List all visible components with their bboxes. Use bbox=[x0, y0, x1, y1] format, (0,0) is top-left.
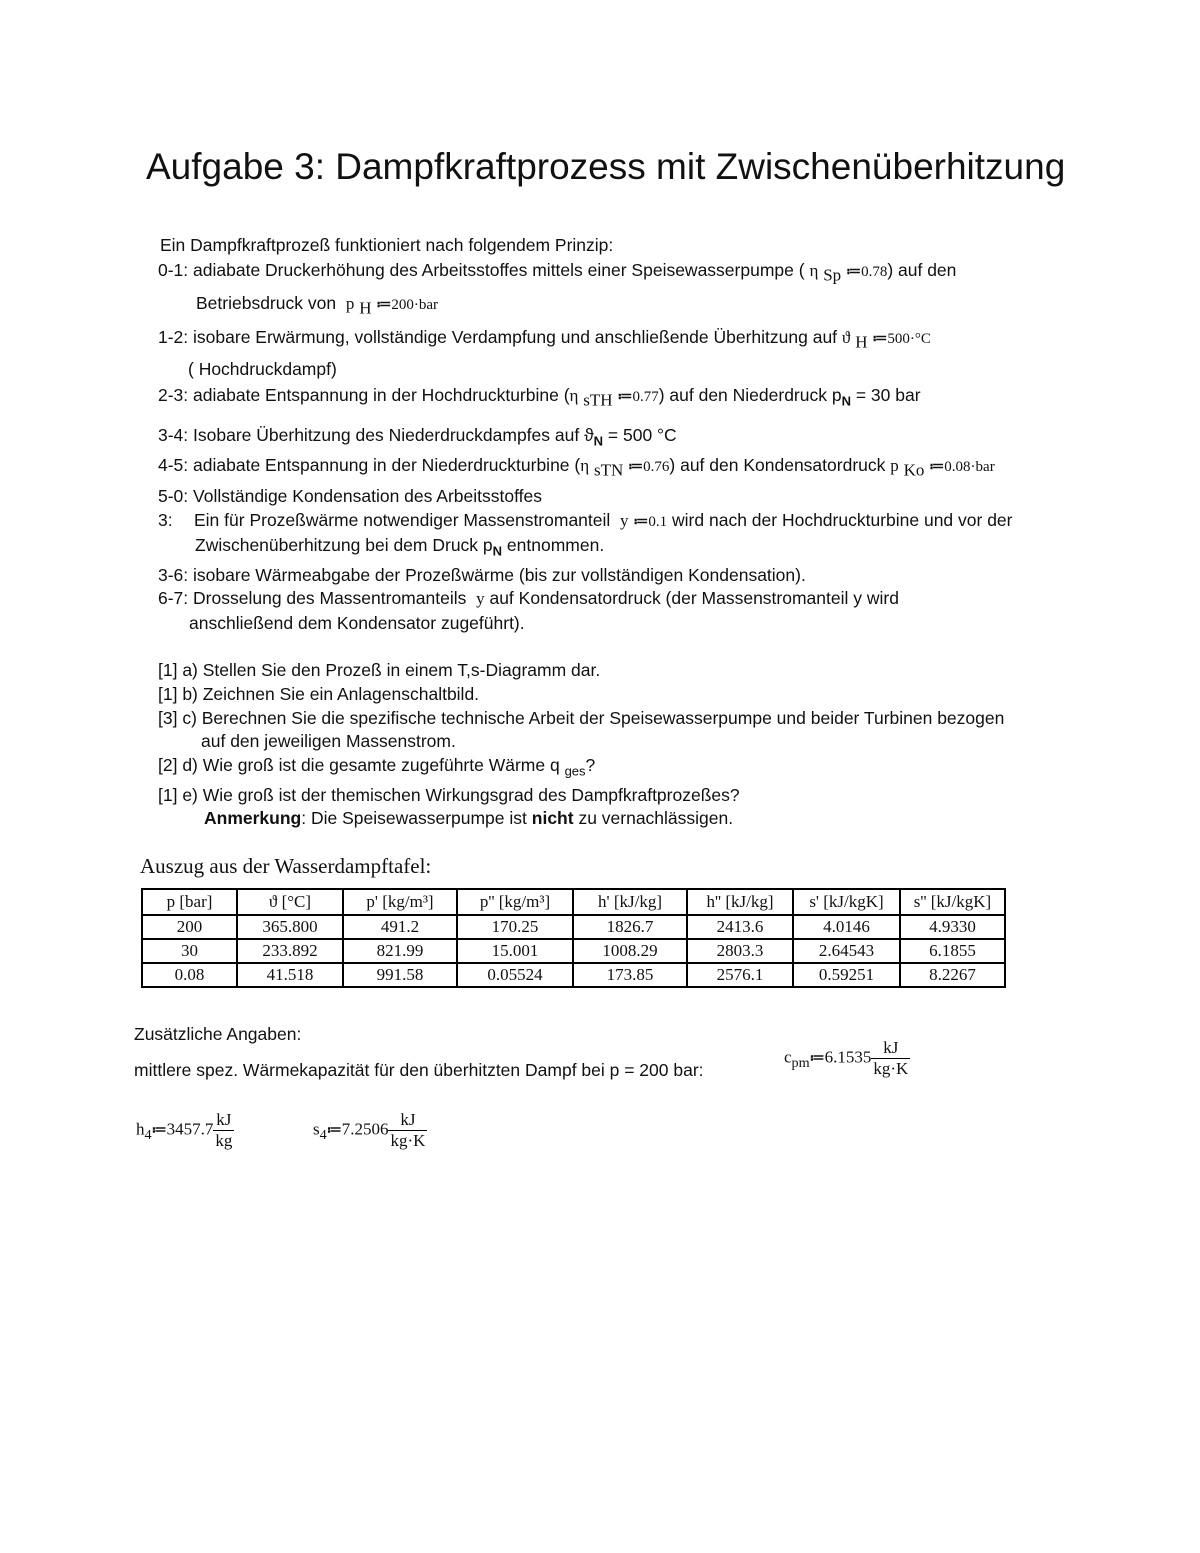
table-cell: 991.58 bbox=[343, 963, 457, 987]
math-subscript: 4 bbox=[319, 1126, 327, 1143]
assign-operator: ≔ bbox=[376, 296, 392, 313]
step-text: Betriebsdruck von bbox=[196, 293, 337, 313]
step-text-end: = 500 °C bbox=[603, 425, 677, 445]
math-subscript: Sp bbox=[823, 265, 842, 285]
note-text: : Die Speisewasserpumpe ist bbox=[301, 808, 532, 828]
unit-fraction bbox=[871, 1038, 910, 1079]
math-symbol: η bbox=[580, 456, 590, 475]
step-0-1-cont bbox=[196, 292, 438, 320]
question-b: [1] b) Zeichnen Sie ein Anlagenschaltbild. bbox=[158, 684, 480, 704]
math-subscript: pm bbox=[791, 1054, 810, 1071]
table-cell: 6.1855 bbox=[900, 939, 1005, 963]
step-text-end: wird nach der Hochdruckturbine und vor der bbox=[672, 510, 1013, 530]
steam-table bbox=[141, 888, 1006, 988]
math-value: 7.2506 bbox=[341, 1119, 389, 1139]
table-cell: 200 bbox=[142, 915, 237, 939]
step-5-0 bbox=[158, 485, 542, 507]
subscript: ges bbox=[564, 763, 586, 779]
math-value: 500·°C bbox=[887, 331, 931, 347]
step-text: Vollständige Kondensation des Arbeitsstoffes bbox=[193, 486, 542, 506]
step-number: 6-7: bbox=[158, 588, 189, 608]
table-row bbox=[142, 939, 1005, 963]
step-number: 3: bbox=[158, 510, 173, 530]
step-text-end: ) auf den bbox=[887, 260, 957, 280]
math-symbol: ϑ bbox=[841, 328, 851, 347]
table-cell: 0.08 bbox=[142, 963, 237, 987]
table-header-row bbox=[142, 889, 1005, 915]
question-a: [1] a) Stellen Sie den Prozeß in einem T,s-Diagramm dar. bbox=[158, 660, 601, 680]
step-number: 3-4: bbox=[158, 425, 189, 445]
column-header: p [bar] bbox=[142, 889, 237, 915]
step-1-2-cont: ( Hochdruckdampf) bbox=[188, 359, 337, 379]
math-value: 0.1 bbox=[648, 514, 668, 530]
math-subscript-2: Ko bbox=[903, 460, 925, 480]
math-symbol: p bbox=[345, 294, 355, 313]
table-cell: 8.2267 bbox=[900, 963, 1005, 987]
s4-formula bbox=[313, 1110, 427, 1151]
table-cell: 30 bbox=[142, 939, 237, 963]
step-number: 4-5: bbox=[158, 455, 189, 475]
table-cell: 2.64543 bbox=[793, 939, 900, 963]
subscript: N bbox=[593, 433, 604, 449]
note bbox=[204, 807, 733, 829]
math-subscript: sTH bbox=[583, 390, 613, 410]
table-cell: 4.0146 bbox=[793, 915, 900, 939]
question-c-cont: auf den jeweiligen Massenstrom. bbox=[201, 731, 456, 751]
subscript: N bbox=[492, 543, 503, 559]
step-6-7 bbox=[158, 587, 899, 610]
math-symbol: c bbox=[784, 1047, 792, 1067]
step-text-mid: ) auf den Kondensatordruck bbox=[669, 455, 886, 475]
column-header: h' [kJ/kg] bbox=[573, 889, 687, 915]
step-text: adiabate Entspannung in der Hochdruckturbine ( bbox=[193, 385, 570, 405]
math-value: 6.1535 bbox=[824, 1047, 872, 1067]
math-symbol: h bbox=[136, 1119, 145, 1139]
assign-operator-2: ≔ bbox=[929, 458, 945, 475]
column-header: s'' [kJ/kgK] bbox=[900, 889, 1005, 915]
math-symbol: η bbox=[809, 261, 819, 280]
assign-operator: ≔ bbox=[628, 458, 644, 475]
intro-text: Ein Dampfkraftprozeß funktioniert nach folgendem Prinzip: bbox=[160, 235, 614, 255]
table-cell: 233.892 bbox=[237, 939, 343, 963]
math-value: 0.76 bbox=[643, 459, 670, 475]
step-3-6 bbox=[158, 564, 806, 586]
column-header: p'' [kg/m³] bbox=[457, 889, 573, 915]
question-text: [2] d) Wie groß ist die gesamte zugeführte Wärme q bbox=[158, 755, 560, 775]
unit-numerator: kJ bbox=[871, 1038, 910, 1059]
math-subscript: H bbox=[855, 332, 868, 352]
step-text: Zwischenüberhitzung bei dem Druck p bbox=[195, 535, 493, 555]
column-header: p' [kg/m³] bbox=[343, 889, 457, 915]
assign-operator: ≔ bbox=[326, 1121, 342, 1139]
math-value-2: 0.08·bar bbox=[944, 459, 995, 475]
note-text-end: zu vernachlässigen. bbox=[573, 808, 734, 828]
table-cell: 0.05524 bbox=[457, 963, 573, 987]
question-end: ? bbox=[585, 755, 596, 775]
unit-denominator: kg bbox=[215, 1131, 233, 1150]
math-subscript: H bbox=[359, 298, 372, 318]
extra-heading: Zusätzliche Angaben: bbox=[134, 1024, 302, 1044]
assign-operator: ≔ bbox=[633, 513, 649, 530]
step-2-3 bbox=[158, 384, 921, 413]
step-1-2 bbox=[158, 326, 931, 354]
step-3 bbox=[158, 509, 1013, 533]
table-row bbox=[142, 915, 1005, 939]
step-text: Ein für Prozeßwärme notwendiger Massenstromanteil bbox=[194, 510, 611, 530]
question-d bbox=[158, 754, 595, 783]
math-symbol: s bbox=[313, 1119, 320, 1139]
column-header: h'' [kJ/kg] bbox=[687, 889, 793, 915]
cp-formula bbox=[784, 1038, 910, 1079]
unit-numerator: kJ bbox=[213, 1110, 234, 1131]
step-text-end: auf Kondensatordruck (der Massenstromanteil y wird bbox=[489, 588, 899, 608]
step-0-1 bbox=[158, 259, 956, 287]
step-text: isobare Erwärmung, vollständige Verdampfung und anschließende Überhitzung auf bbox=[193, 327, 838, 347]
step-text: adiabate Entspannung in der Niederdruckturbine ( bbox=[193, 455, 581, 475]
step-number: 3-6: bbox=[158, 565, 189, 585]
math-symbol: y bbox=[476, 589, 485, 608]
table-cell: 41.518 bbox=[237, 963, 343, 987]
question-c: [3] c) Berechnen Sie die spezifische technische Arbeit der Speisewasserpumpe und beider Turbinen bezogen bbox=[158, 708, 1005, 728]
note-label: Anmerkung bbox=[204, 808, 302, 828]
table-cell: 2803.3 bbox=[687, 939, 793, 963]
table-cell: 0.59251 bbox=[793, 963, 900, 987]
table-cell: 170.25 bbox=[457, 915, 573, 939]
column-header: s' [kJ/kgK] bbox=[793, 889, 900, 915]
math-symbol: η bbox=[569, 386, 579, 405]
assign-operator: ≔ bbox=[809, 1049, 825, 1067]
table-cell: 173.85 bbox=[573, 963, 687, 987]
table-cell: 491.2 bbox=[343, 915, 457, 939]
math-symbol-2: p bbox=[890, 456, 899, 475]
step-6-7-cont: anschließend dem Kondensator zugeführt). bbox=[189, 613, 525, 633]
step-number: 5-0: bbox=[158, 486, 189, 506]
step-3-4 bbox=[158, 424, 677, 453]
math-value: 0.77 bbox=[632, 389, 659, 405]
unit-denominator: kg·K bbox=[390, 1131, 426, 1150]
assign-operator: ≔ bbox=[617, 388, 633, 405]
table-row bbox=[142, 963, 1005, 987]
cp-description: mittlere spez. Wärmekapazität für den überhitzten Dampf bei p = 200 bar: bbox=[134, 1060, 704, 1080]
table-cell: 15.001 bbox=[457, 939, 573, 963]
column-header: ϑ [°C] bbox=[237, 889, 343, 915]
math-value: 3457.7 bbox=[166, 1119, 214, 1139]
step-text-end: = 30 bar bbox=[850, 385, 921, 405]
page-title: Aufgabe 3: Dampfkraftprozess mit Zwischenüberhitzung bbox=[146, 146, 1066, 187]
math-value: 200·bar bbox=[391, 297, 438, 313]
table-cell: 1826.7 bbox=[573, 915, 687, 939]
h4-formula bbox=[136, 1110, 234, 1151]
table-cell: 4.9330 bbox=[900, 915, 1005, 939]
math-value: 0.78 bbox=[861, 264, 888, 280]
unit-denominator: kg·K bbox=[873, 1059, 909, 1078]
unit-fraction bbox=[388, 1110, 427, 1151]
step-text-end: entnommen. bbox=[502, 535, 605, 555]
unit-numerator: kJ bbox=[388, 1110, 427, 1131]
note-emphasis: nicht bbox=[531, 808, 574, 828]
table-title: Auszug aus der Wasserdampftafel: bbox=[140, 854, 432, 878]
step-text: Isobare Überhitzung des Niederdruckdampfes auf ϑ bbox=[193, 425, 594, 445]
table-cell: 2413.6 bbox=[687, 915, 793, 939]
math-subscript: sTN bbox=[594, 460, 624, 480]
table-cell: 1008.29 bbox=[573, 939, 687, 963]
assign-operator: ≔ bbox=[151, 1121, 167, 1139]
math-symbol: y bbox=[620, 511, 629, 530]
step-number: 0-1: bbox=[158, 260, 189, 280]
step-text: isobare Wärmeabgabe der Prozeßwärme (bis zur vollständigen Kondensation). bbox=[193, 565, 806, 585]
table-cell: 365.800 bbox=[237, 915, 343, 939]
step-number: 2-3: bbox=[158, 385, 189, 405]
step-4-5 bbox=[158, 454, 995, 482]
step-3-cont bbox=[195, 534, 604, 563]
question-e: [1] e) Wie groß ist der themischen Wirkungsgrad des Dampfkraftprozeßes? bbox=[158, 785, 740, 805]
table-cell: 821.99 bbox=[343, 939, 457, 963]
step-text: Drosselung des Massentromanteils bbox=[193, 588, 467, 608]
step-text: adiabate Druckerhöhung des Arbeitsstoffes mittels einer Speisewasserpumpe ( bbox=[193, 260, 805, 280]
unit-fraction bbox=[213, 1110, 234, 1151]
assign-operator: ≔ bbox=[846, 263, 862, 280]
subscript: N bbox=[841, 393, 851, 409]
assign-operator: ≔ bbox=[872, 330, 888, 347]
step-number: 1-2: bbox=[158, 327, 189, 347]
step-text-mid: ) auf den Niederdruck p bbox=[658, 385, 842, 405]
math-subscript: 4 bbox=[144, 1126, 152, 1143]
table-cell: 2576.1 bbox=[687, 963, 793, 987]
